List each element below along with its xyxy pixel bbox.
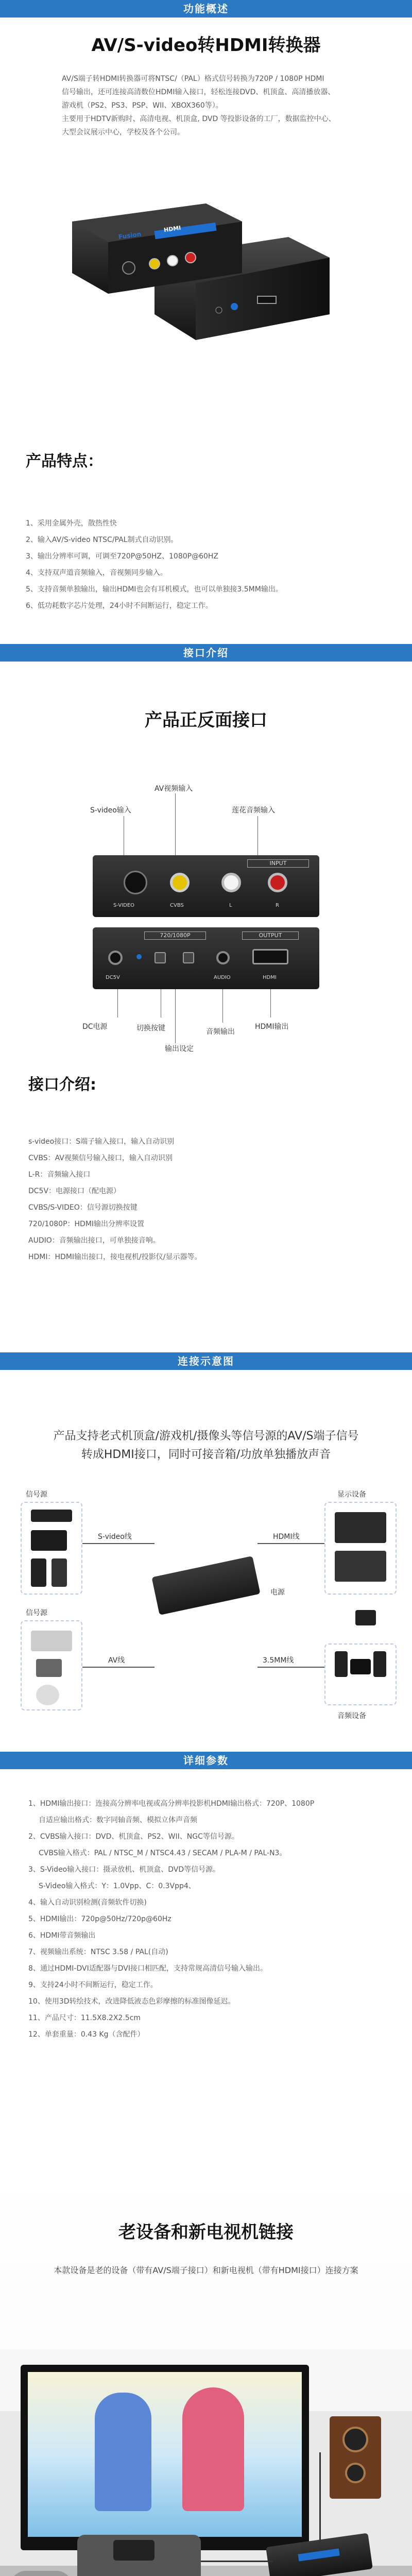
av-cable: [82, 1667, 154, 1668]
callout-output-set: 输出设定: [165, 1045, 194, 1053]
param-item: 自适应输出格式：数字同轴音频、模拟立体声音频: [39, 1816, 197, 1824]
connection-diagram: [0, 1489, 412, 1720]
param-item: 9、支持24小时不间断运行，稳定工作。: [28, 1981, 158, 1989]
mm-cable: [258, 1667, 324, 1668]
tv-icon: [335, 1512, 386, 1543]
features-title: 产品特点：: [26, 452, 103, 470]
label-svideo-cable: S-video线: [98, 1533, 132, 1541]
param-item: S-Video输入格式：Y：1.0Vpp、C：0.3Vpp4、: [39, 1882, 196, 1890]
overview-line: 主要用于HDTV新购时、高清电视、机顶盒, DVD 等投影设备的工厂，数据监控中心、: [62, 115, 336, 123]
front-label-l: L: [229, 903, 232, 908]
back-switch-label: 720/1080P: [144, 931, 206, 940]
switch-button-1-icon: [154, 952, 166, 963]
label-av-cable: AV线: [108, 1656, 125, 1665]
callout-switch-button: 切换按键: [136, 1024, 165, 1032]
feature-item: 6、低功耗数字芯片处理，24小时不间断运行，稳定工作。: [26, 602, 213, 610]
label-display: 显示设备: [337, 1490, 366, 1499]
overview-line: 游戏机（PS2、PS3、PSP、WII、XBOX360等）。: [62, 101, 223, 110]
panels-title: 产品正反面接口: [145, 710, 267, 731]
param-item: 6、HDMI带音频输出: [28, 1931, 96, 1940]
hdmi-cable: [258, 1543, 324, 1544]
callout-lr-audio: 莲花音频输入: [232, 806, 275, 815]
dvd-player-icon: [31, 1530, 67, 1551]
device-brand-label: HDMI: [163, 224, 182, 234]
leader-line: [222, 989, 223, 1023]
leader-line: [270, 989, 271, 1018]
living-room-scene: [0, 2349, 412, 2576]
hdmi-cable: [319, 2452, 321, 2545]
connection-intro-line: 产品支持老式机顶盒/游戏机/摄像头等信号源的AV/S端子信号: [53, 1430, 359, 1443]
tv-icon: [21, 2365, 309, 2550]
tv-screen: [28, 2372, 302, 2537]
converter-device-photo: [0, 201, 412, 376]
overview-line: 信号输出，还可连接高清数位HDMI输入接口，轻松连接DVD、机顶盒、高清播放器、: [62, 88, 335, 96]
converter-device: [151, 1556, 260, 1615]
game-console-icon: [52, 1558, 67, 1587]
front-label-cvbs: CVBS: [170, 903, 184, 908]
product-photo: [0, 201, 412, 376]
interface-item: 720/1080P：HDMI输出分辨率设置: [28, 1220, 145, 1228]
label-signal-source: 信号源: [26, 1609, 47, 1617]
param-item: 2、CVBS输入接口：DVD、机顶盒、PS2、WII、NGC等信号源。: [28, 1833, 239, 1841]
page-title: AV/S-video转HDMI转换器: [91, 35, 321, 56]
speaker-icon: [335, 1651, 348, 1677]
param-item: 1、HDMI输出接口：连接高分辨率电视或高分辨率投影机HDMI输出格式：720P、1080P: [28, 1800, 315, 1808]
param-item: 8、通过HDMI-DVI适配器与DVI接口相匹配，支持常规高清信号输入输出。: [28, 1964, 267, 1973]
overview-paragraph: [62, 72, 371, 139]
speaker-woofer: [342, 2427, 368, 2452]
old-new-subtitle: 本款设备是老的设备（带有AV/S端子接口）和新电视机（带有HDMI接口）连接方案: [54, 2265, 358, 2275]
old-new-section: [0, 2179, 412, 2576]
connection-intro-line: 转成HDMI接口，同时可接音箱/功放单独播放声音: [81, 1448, 331, 1461]
param-item: 5、HDMI输出：720p@50Hz/720p@60Hz: [28, 1915, 171, 1923]
interface-item: L-R：音频输入接口: [28, 1171, 91, 1179]
retro-console-icon: [31, 1631, 72, 1651]
panels-diagram: [0, 783, 412, 1051]
cartoon-character-icon: [182, 2387, 244, 2511]
params-list: [28, 1795, 314, 2043]
old-new-title: 老设备和新电视机链接: [118, 2222, 294, 2243]
leader-line: [117, 989, 118, 1018]
leader-line: [175, 793, 176, 858]
svideo-cable: [82, 1543, 154, 1544]
switch-button-2-icon: [183, 952, 194, 963]
front-label-r: R: [276, 903, 279, 908]
param-item: 7、视频输出系统：NTSC 3.58 / PAL(自动): [28, 1948, 168, 1956]
leader-line: [175, 989, 176, 1043]
connection-intro: [0, 1427, 412, 1464]
webcam-icon: [36, 1685, 59, 1705]
interface-item: HDMI：HDMI输出接口，接电视机/投影仪/显示器等。: [28, 1253, 202, 1261]
front-panel: [93, 855, 319, 917]
interface-item: CVBS/S-VIDEO：信号源切换按键: [28, 1204, 138, 1212]
overview-line: AV/S端子转HDMI转换器可将NTSC/（PAL）格式信号转换为720P / 1080P HDMI: [62, 75, 324, 83]
speaker-woofer: [345, 2463, 366, 2483]
back-label-dc: DC5V: [106, 975, 120, 980]
device-logo-label: Fusion: [118, 230, 142, 241]
hdmi-port-icon: [252, 949, 288, 964]
param-item: 3、S-Video输入接口：摄录放机、机顶盒、DVD等信号源。: [28, 1866, 220, 1874]
audio-out-port-icon: [216, 951, 230, 964]
callout-audio-out: 音频输出: [206, 1028, 235, 1036]
interfaces-title: 接口介绍:: [28, 1076, 96, 1094]
feature-item: 1、采用金属外壳，散热性快: [26, 519, 117, 528]
back-output-header: OUTPUT: [242, 931, 299, 940]
game-cartridge-icon: [113, 2540, 154, 2561]
interface-item: CVBS：AV视频信号输入接口，输入自动识别: [28, 1154, 173, 1162]
led-indicator-icon: [136, 954, 142, 959]
param-item: 4、输入自动识别检测(音频软件切换): [28, 1899, 147, 1907]
feature-item: 3、输出分辨率可调，可调至720P@50HZ、1080P@60HZ: [26, 552, 219, 561]
feature-item: 2、输入AV/S-video NTSC/PAL制式自动识别。: [26, 536, 178, 544]
features-list: [26, 515, 283, 614]
banner-connection: 连接示意图: [0, 1352, 412, 1370]
camera-icon: [36, 1659, 62, 1677]
banner-interface: 接口介绍: [0, 644, 412, 662]
label-power: 电源: [270, 1588, 285, 1597]
label-signal-source: 信号源: [26, 1490, 47, 1499]
front-label-svideo: S-VIDEO: [113, 903, 135, 908]
callout-s-video: S-video输入: [90, 806, 131, 815]
label-audio-device: 音频设备: [337, 1712, 366, 1720]
retro-console-icon: [77, 2535, 201, 2576]
speaker-icon: [373, 1651, 386, 1677]
param-item: 11、产品尺寸：11.5X8.2X2.5cm: [28, 2014, 141, 2022]
param-item: 10、使用3D转绘技术，改进降低液态色彩摩擦的标准图像延迟。: [28, 1997, 235, 2006]
front-input-header: INPUT: [247, 859, 309, 868]
interface-item: DC5V：电源接口（配电源）: [28, 1187, 121, 1195]
monitor-icon: [335, 1551, 386, 1582]
overview-line: 大型会议展示中心，学校及各个公司。: [62, 128, 184, 137]
interface-item: s-video接口：S端子输入接口，输入自动识别: [28, 1138, 175, 1146]
panels-section: [0, 706, 412, 731]
interfaces-list: [28, 1133, 201, 1265]
audio-l-port-icon: [221, 873, 241, 892]
callout-dc-power: DC电源: [82, 1023, 108, 1031]
set-top-box-icon: [31, 1510, 72, 1522]
back-panel: [93, 927, 319, 989]
back-label-hdmi: HDMI: [263, 975, 277, 980]
label-hdmi-cable: HDMI线: [273, 1533, 300, 1541]
game-console-icon: [31, 1558, 46, 1587]
callout-hdmi-out: HDMI输出: [255, 1023, 289, 1031]
interface-item: AUDIO：音频输出接口，可单独接音响。: [28, 1236, 160, 1245]
device-logo-strip: [298, 2549, 340, 2562]
back-label-audio: AUDIO: [214, 975, 231, 980]
amplifier-icon: [350, 1659, 371, 1674]
svideo-port-icon: [124, 871, 147, 894]
av-cable: [201, 2561, 273, 2562]
banner-params: 详细参数: [0, 1752, 412, 1769]
banner-overview: 功能概述: [0, 0, 412, 18]
param-item: 12、单套重量：0.43 Kg（含配件）: [28, 2030, 145, 2039]
speaker-icon: [330, 2416, 381, 2499]
dc-power-port-icon: [108, 951, 123, 965]
callout-av-video: AV视频输入: [154, 785, 193, 793]
cvbs-port-icon: [170, 873, 190, 892]
cartoon-character-icon: [95, 2393, 151, 2511]
feature-item: 5、支持音频单独输出，输出HDMI也会有耳机模式，也可以单独接3.5MM输出。: [26, 585, 283, 594]
power-adapter-icon: [355, 1610, 376, 1625]
overview-section: [0, 31, 412, 137]
label-mm-cable: 3.5MM线: [263, 1656, 294, 1665]
feature-item: 4、支持双声道音频输入，音视频同步输入。: [26, 569, 167, 577]
audio-r-port-icon: [268, 873, 287, 892]
param-item: CVBS输入格式：PAL / NTSC_M / NTSC4.43 / SECAM / PLA-M / PAL-N3。: [39, 1849, 287, 1857]
